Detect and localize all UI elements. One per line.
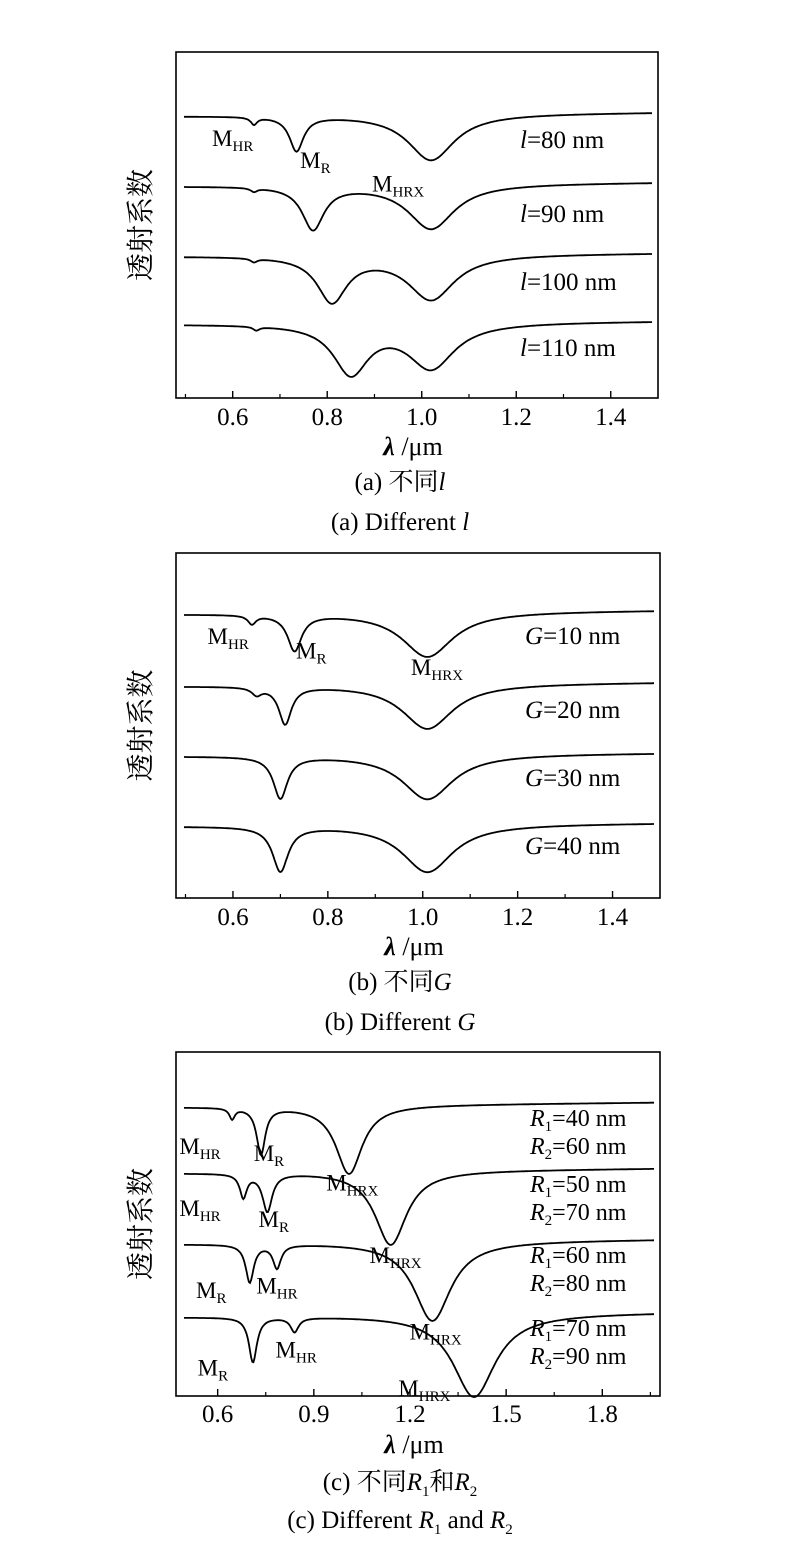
x-tick-label: 1.0 [407,904,439,931]
mode-annotation: $M_R$ [300,147,331,177]
mode-annotation: $M_{HRX}$ [409,1319,462,1349]
series-label-r2: $R_2=60$ nm [530,1134,627,1163]
x-tick-label: 0.6 [217,904,249,931]
series-label-r2: $R_2=70$ nm [530,1200,627,1229]
series-label-r2: $R_2=80$ nm [530,1271,627,1300]
x-tick-label: 0.6 [217,404,249,431]
x-tick-label: 1.8 [586,1401,618,1428]
x-axis-label: λ /μm [383,432,443,461]
x-tick-label: 1.2 [394,1401,426,1428]
x-tick-label: 1.2 [502,904,534,931]
mode-annotation: $M_{HR}$ [212,126,254,156]
mode-annotation: $M_{HRX}$ [372,171,425,201]
y-axis-label: 透射系数 [126,669,157,782]
mode-annotation: $M_{HRX}$ [410,655,464,685]
series-label: l=110 nm [520,335,616,362]
x-tick-label: 1.2 [500,404,532,431]
series-label: G=30 nm [525,765,621,792]
caption-b-en: (b) Different G [324,1009,476,1036]
series-label-r1: $R_1=40$ nm [530,1106,627,1135]
series-label: l=80 nm [520,127,605,154]
series-label-r1: $R_1=70$ nm [530,1316,627,1345]
x-tick-label: 1.4 [596,904,629,931]
series-label: G=40 nm [525,833,621,860]
mode-annotation: $M_{HR}$ [207,624,249,654]
mode-annotation: $M_{HRX}$ [326,1170,379,1200]
chart-panel-a [125,52,658,461]
caption-c-en: (c) Different $R_1$ and $R_2$ [287,1507,513,1538]
x-axis-label: λ /μm [384,932,444,961]
caption-c-cn: (c) 不同$R_1$和$R_2$ [322,1469,478,1500]
mode-annotation: $M_{HRX}$ [369,1243,422,1272]
caption-b-cn: (b) 不同G [348,969,452,996]
series-label: l=100 nm [520,269,617,296]
mode-annotation: $M_R$ [197,1355,229,1385]
x-tick-label: 0.6 [202,1401,234,1428]
mode-annotation: $M_{HR}$ [256,1273,298,1303]
series-label-r1: $R_1=50$ nm [530,1172,627,1201]
mode-annotation: $M_R$ [196,1278,227,1307]
mode-annotation: $M_R$ [296,638,327,668]
x-tick-label: 0.8 [311,404,343,431]
x-tick-label: 1.5 [490,1401,522,1428]
x-tick-label: 1.4 [595,404,627,431]
caption-a-cn: (a) 不同l [354,469,446,496]
mode-annotation: $M_R$ [258,1207,289,1236]
y-axis-label: 透射系数 [126,168,157,282]
series-label-r2: $R_2=90$ nm [530,1344,627,1373]
x-tick-label: 0.9 [298,1401,330,1428]
chart-panel-b [125,553,660,961]
x-tick-label: 0.8 [312,904,344,931]
caption-a-en: (a) Different l [330,509,470,536]
y-axis-label: 透射系数 [126,1167,157,1281]
series-label: G=10 nm [525,623,621,650]
mode-annotation: $M_{HR}$ [179,1133,221,1163]
mode-annotation: $M_R$ [253,1141,285,1170]
mode-annotation: $M_{HR}$ [179,1196,221,1226]
x-axis-label: λ /μm [384,1430,444,1459]
series-label-r1: $R_1=60$ nm [530,1243,627,1272]
x-tick-label: 1.0 [406,404,438,431]
mode-annotation: $M_{HRX}$ [398,1376,451,1406]
series-label: l=90 nm [520,201,605,228]
chart-panel-c [125,1052,660,1459]
mode-annotation: $M_{HR}$ [275,1337,317,1367]
series-label: G=20 nm [525,697,621,724]
